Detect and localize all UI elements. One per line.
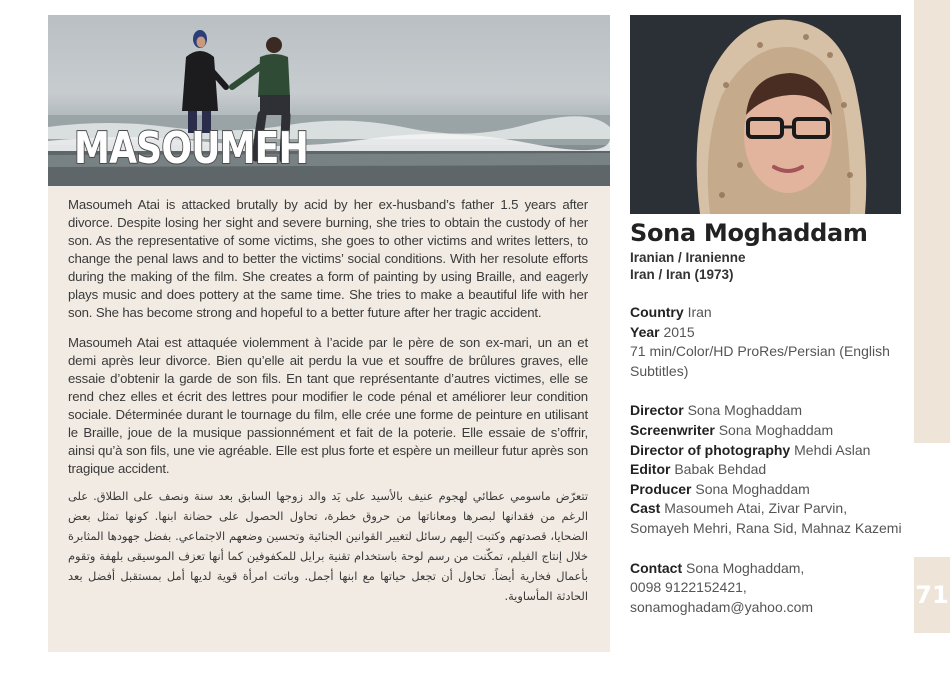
year-label: Year <box>630 323 660 340</box>
dop-value: Mehdi Aslan <box>794 441 871 458</box>
synopsis-arabic: تتعرّض ماسومي عطائي لهجوم عنيف بالأسيد على يَد والد زوجها السابق بعد سنة ونصف على الطلاق. على الرغم من فقدانها لبصرها ومعاناتها من حروق خطرة، تحاول الحصول على حضانة ابنها. كونها تمثل بعض الضحايا، قصدتهم وكتبت إليهم رسائل لتغيير القوانين الجنائية وتحسين وضعهم الاجتماعي. بفضل جهودها المثابرة خلال إنتاج الفيلم، تمكّنت من رسم لوحة باستخدام تقنية برايل للمكفوفين كما أنها تعزف الموسيقى بلهفة وتقوم بأعمال فخارية أيضاً. تحاول أن تجعل حياتها مع ابنها أجمل. وباتت امرأة قوية لديها أمل بمستقبل أفضل بعد الحادثة المأساوية. <box>68 489 588 603</box>
editor-value: Babak Behdad <box>674 461 767 478</box>
cast-label: Cast <box>630 500 661 517</box>
dop-label: Director of photography <box>630 441 791 458</box>
director-origin: Iran / Iran (1973) <box>630 267 734 282</box>
synopsis-panel <box>48 186 610 652</box>
cast-row <box>630 499 910 538</box>
contact-row <box>630 559 910 579</box>
producer-value: Sona Moghaddam <box>695 480 810 497</box>
director-name: Sona Moghaddam <box>630 219 868 247</box>
side-strip-top <box>914 0 950 443</box>
film-title: MASOUMEH <box>74 123 308 174</box>
editor-label: Editor <box>630 461 671 478</box>
screenwriter-value: Sona Moghaddam <box>718 421 834 438</box>
country-row <box>630 303 910 323</box>
film-credits <box>630 401 910 538</box>
cast-value: Masoumeh Atai, Zivar Parvin, Somayeh Mehri, Rana Sid, Mahnaz Kazemi <box>630 500 902 536</box>
contact-email[interactable]: sonamoghadam@yahoo.com <box>630 598 814 615</box>
screenwriter-row <box>630 421 910 441</box>
format-value: 71 min/Color/HD ProRes/Persian (English Subtitles) <box>630 343 890 379</box>
film-still <box>48 15 610 186</box>
film-info <box>630 217 910 617</box>
year-value: 2015 <box>663 323 695 340</box>
year-row <box>630 323 910 343</box>
contact-phone: 0098 9122152421, <box>630 579 747 596</box>
country-label: Country <box>630 304 684 320</box>
director-portrait-illustration <box>630 15 901 214</box>
director-portrait <box>630 15 901 214</box>
dop-row <box>630 441 910 461</box>
contact-label: Contact <box>630 559 683 576</box>
contact-name: Sona Moghaddam, <box>686 559 805 576</box>
director-label: Director <box>630 402 684 419</box>
film-details <box>630 303 910 381</box>
director-nationality: Iranian / Iranienne <box>630 250 746 265</box>
director-value: Sona Moghaddam <box>687 402 802 419</box>
producer-row <box>630 480 910 500</box>
editor-row <box>630 460 910 480</box>
producer-label: Producer <box>630 480 692 497</box>
synopsis-french: Masoumeh Atai est attaquée violemment à l’acide par le père de son ex-mari, un an et demi après leur divorce. Bien qu’elle ait perdu la vue et souffre de brûlures graves, elle essaie d’obtenir la garde de son fils. En tant que représentante d’autres victimes, elle se rend chez elles et écrit des lettres pour modifier le code pénal et améliorer leur condition sociale. Déterminée durant le tournage du film, elle crée une forme de peinture en utilisant le Braille, joue de la musique passionnément et fait de la poterie. Elle essaie de s’offrir, ainsi qu’à son fils, une vie agréable. Elle est plus forte et espère un meilleur futur après son tragique accident. <box>68 335 588 476</box>
contact-block <box>630 559 910 618</box>
page-number: 71 <box>914 557 950 633</box>
country-value: Iran <box>687 304 712 320</box>
director-row <box>630 401 910 421</box>
synopsis-english: Masoumeh Atai is attacked brutally by acid by her ex-husband’s father 1.5 years after divorce. Despite losing her sight and severe burning, she tries to obtain the custody of her son. As the representative of some victims, she goes to other victims and writes letters, to change the penal laws and to better the victims’ social conditions. With her resolute efforts during the making of the film. She creates a form of painting by using Braille, and eagerly plays music and does pottery at the same time. She tries to make a beautiful life with her son. She has become strong and hopeful to a better future after her tragic accident. <box>68 197 588 320</box>
screenwriter-label: Screenwriter <box>630 421 715 438</box>
